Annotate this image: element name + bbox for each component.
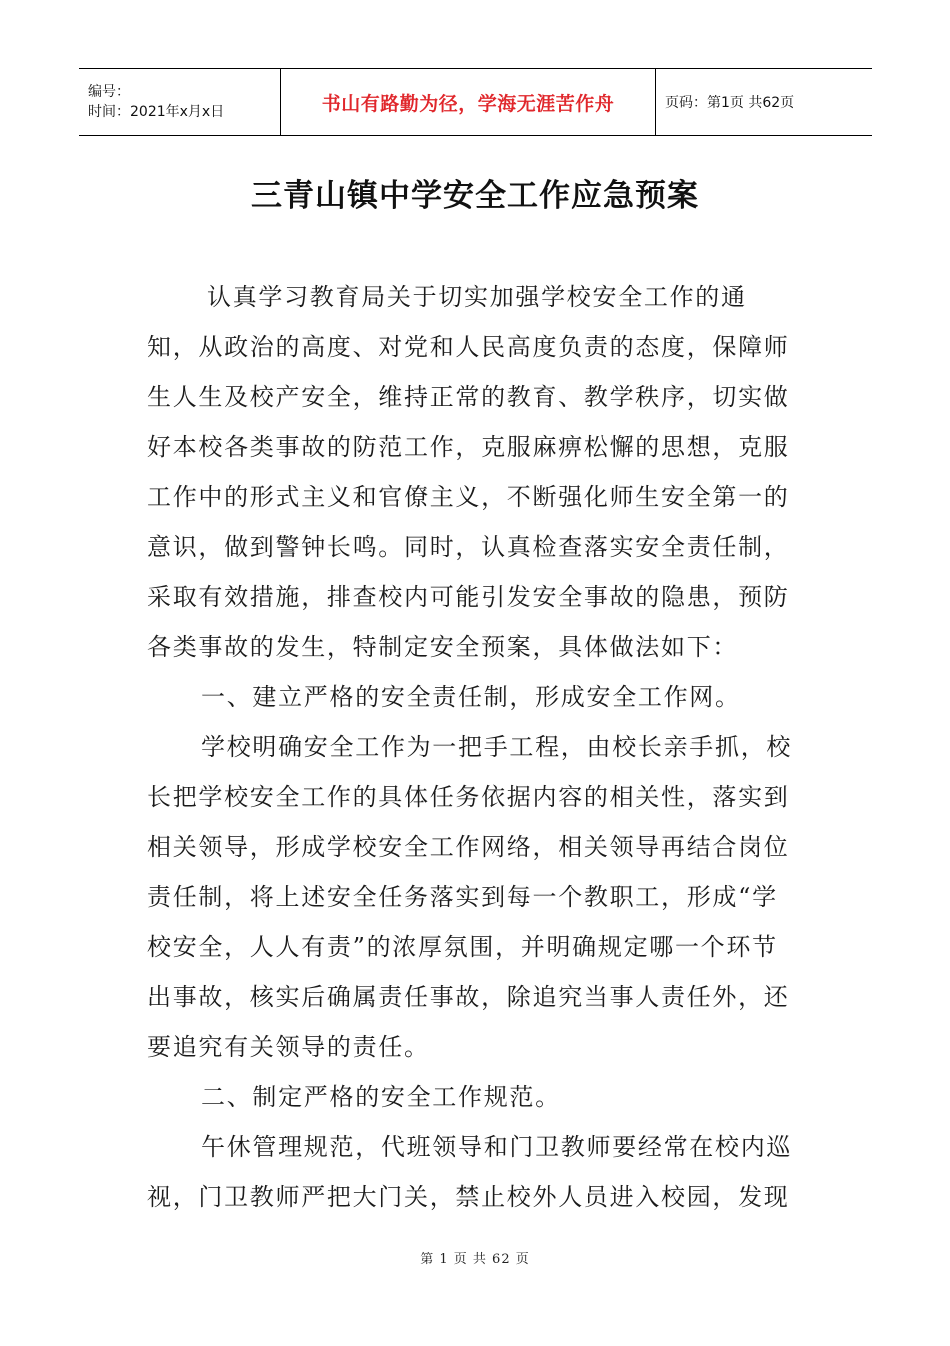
page-footer: 第 1 页 共 62 页 (420, 1252, 530, 1267)
paragraph-responsibility: 学校明确安全工作为一把手工程，由校长亲手抓，校长把学校安全工作的具体任务依据内容的相关性，落实到相关领导，形成学校安全工作网络，相关领导再结合岗位责任制，将上述安全任务落实到每一个教职工，形成“学校安全，人人有责”的浓厚氛围，并明确规定哪一个环节出事故，核实后确属责任事故，除追究当事人责任外，还要追究有关领导的责任。 (147, 733, 793, 1061)
header-meta-cell (79, 69, 281, 135)
paragraph-intro: 认真学习教育局关于切实加强学校安全工作的通知，从政治的高度、对党和人民高度负责的态度，保障师生人生及校产安全，维持正常的教育、教学秩序，切实做好本校各类事故的防范工作，克服麻痹松懈的思想，克服工作中的形式主义和官僚主义，不断强化师生安全第一的意识，做到警钟长鸣。同时，认真检查落实安全责任制，采取有效措施，排查校内可能引发安全事故的隐患，预防各类事故的发生，特制定安全预案，具体做法如下： (147, 283, 790, 661)
document-title: 三青山镇中学安全工作应急预案 (251, 178, 699, 214)
section-heading-2: 二、制定严格的安全工作规范。 (201, 1083, 561, 1111)
header-motto-cell (281, 69, 656, 135)
document-body (147, 272, 797, 1222)
motto-text: 书山有路勤为径，学海无涯苦作舟 (321, 92, 615, 115)
header-page-cell (656, 69, 872, 135)
header-table (79, 68, 872, 136)
page-info: 页码：第1页 共62页 (665, 95, 795, 111)
section-heading-1: 一、建立严格的安全责任制，形成安全工作网。 (201, 683, 741, 711)
paragraph-regulations: 午休管理规范，代班领导和门卫教师要经常在校内巡视，门卫教师严把大门关，禁止校外人员进入校园，发现 (147, 1133, 793, 1211)
date-label: 时间：2021年x月x日 (88, 104, 225, 120)
serial-label: 编号： (88, 84, 130, 100)
